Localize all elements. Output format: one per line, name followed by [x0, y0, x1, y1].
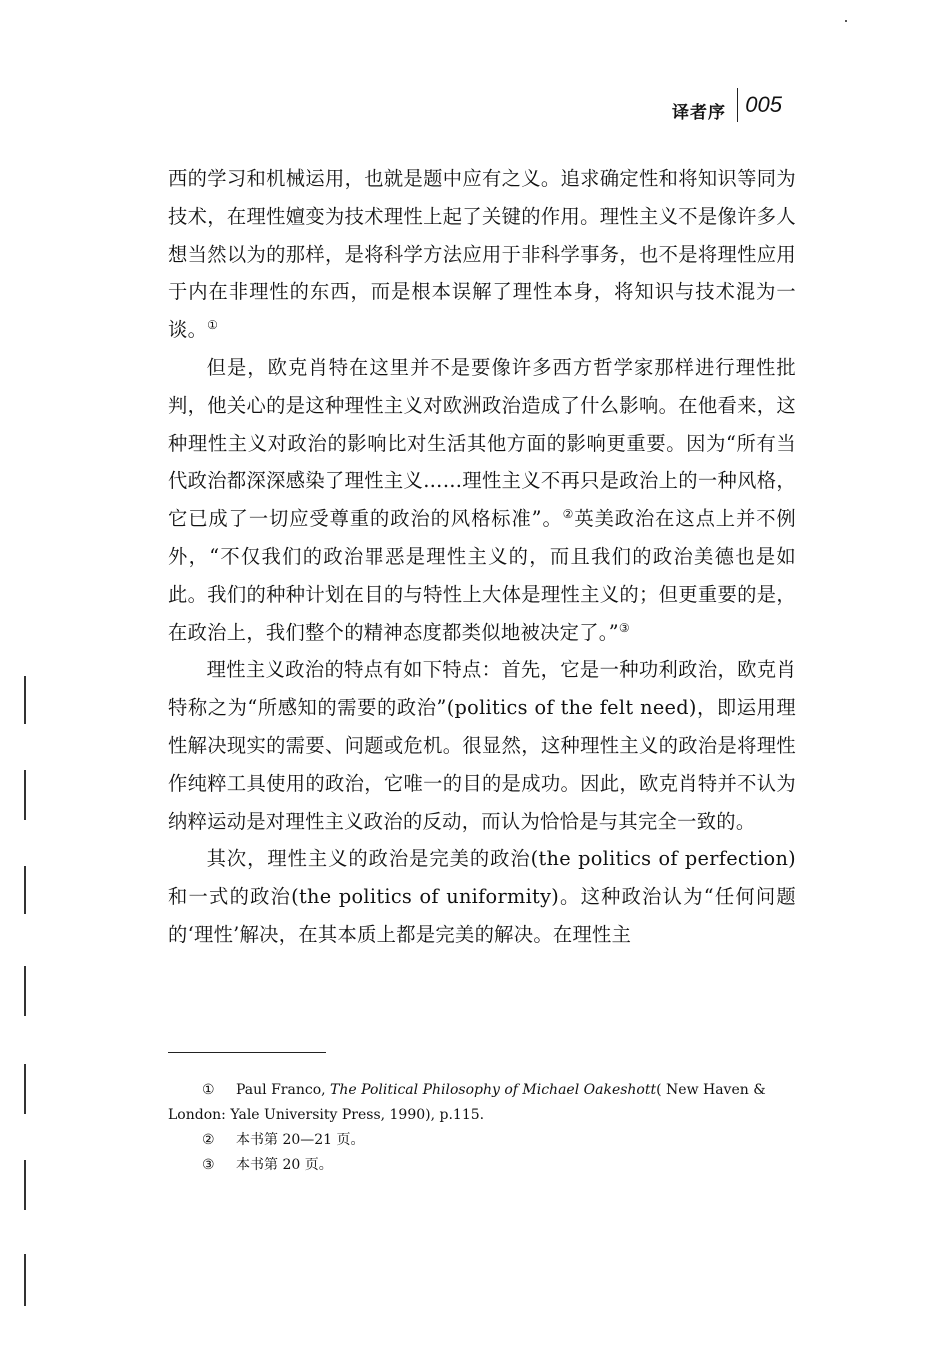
paragraph-4: [168, 840, 796, 953]
footnote-ref-1[interactable]: ①: [207, 318, 219, 333]
scan-margin-mark: [24, 1064, 26, 1114]
footnote-2: [168, 1128, 796, 1153]
scan-margin-mark: [24, 866, 26, 914]
page-number: 005: [745, 92, 782, 117]
paragraph-text-continued: 英美政治在这点上并不例外，“不仅我们的政治罪恶是理性主义的，而且我们的政治美德也是如此。我们的种种计划在目的与特性上大体是理性主义的；但更重要的是，在政治上，我们整个的精神态度都类似地被决定了。”: [168, 507, 796, 644]
paragraph-text: 理性主义政治的特点有如下特点：首先，它是一种功利政治，欧克肖特称之为“所感知的需要的政治”(politics of the felt need)，即运用理性解决现实的需要、问题或危机。很显然，这种理性主义的政治是将理性作纯粹工具使用的政治，它唯一的目的是成功。因此，欧克肖特并不认为纳粹运动是对理性主义政治的反动，而认为恰恰是与其完全一致的。: [168, 658, 796, 833]
footnote-divider: [168, 1052, 326, 1053]
footnote-ref-2[interactable]: ②: [562, 507, 575, 522]
footnote-mark: ②: [202, 1132, 215, 1148]
paragraph-2: [168, 349, 796, 651]
scan-margin-mark: [24, 676, 26, 724]
running-header: [560, 88, 800, 124]
footnotes: [168, 1078, 796, 1178]
header-label: 译者序: [672, 103, 726, 123]
footnote-author: Paul Franco,: [236, 1082, 326, 1098]
footnote-text: 本书第 20 页。: [236, 1157, 333, 1173]
paragraph-text: 其次，理性主义的政治是完美的政治(the politics of perfection)和一式的政治(the politics of uniformity)。这种政治认为“任何问题的‘理性’解决，在其本质上都是完美的解决。在理性主: [168, 847, 796, 946]
scan-margin-mark: [24, 1160, 26, 1210]
footnote-ref-3[interactable]: ③: [618, 620, 630, 635]
paragraph-1: [168, 160, 796, 349]
scan-margin-mark: [24, 770, 26, 820]
footnote-3: [168, 1153, 796, 1178]
footnote-text: 本书第 20—21 页。: [236, 1132, 365, 1148]
header-divider: [737, 88, 739, 122]
paragraph-3: [168, 651, 796, 840]
scan-speck: [845, 20, 847, 22]
footnote-mark: ①: [202, 1082, 215, 1098]
scan-margin-mark: [24, 1254, 26, 1306]
scan-margin-mark: [24, 966, 26, 1016]
footnote-publication: ( New Haven & London: Yale University Press, 1990), p.115.: [168, 1082, 766, 1123]
footnote-book-title: The Political Philosophy of Michael Oakeshott: [330, 1082, 657, 1098]
paragraph-text: 西的学习和机械运用，也就是题中应有之义。追求确定性和将知识等同为技术，在理性嬗变为技术理性上起了关键的作用。理性主义不是像许多人想当然以为的那样，是将科学方法应用于非科学事务，也不是将理性应用于内在非理性的东西，而是根本误解了理性本身，将知识与技术混为一谈。: [168, 167, 796, 342]
footnote-1: [168, 1078, 796, 1128]
footnote-mark: ③: [202, 1157, 215, 1173]
paragraph-text: 但是，欧克肖特在这里并不是要像许多西方哲学家那样进行理性批判，他关心的是这种理性主义对欧洲政治造成了什么影响。在他看来，这种理性主义对政治的影响比对生活其他方面的影响更重要。因为“所有当代政治都深深感染了理性主义……理性主义不再只是政治上的一种风格，它已成了一切应受尊重的政治的风格标准”。: [168, 355, 796, 531]
main-text: [168, 160, 796, 954]
